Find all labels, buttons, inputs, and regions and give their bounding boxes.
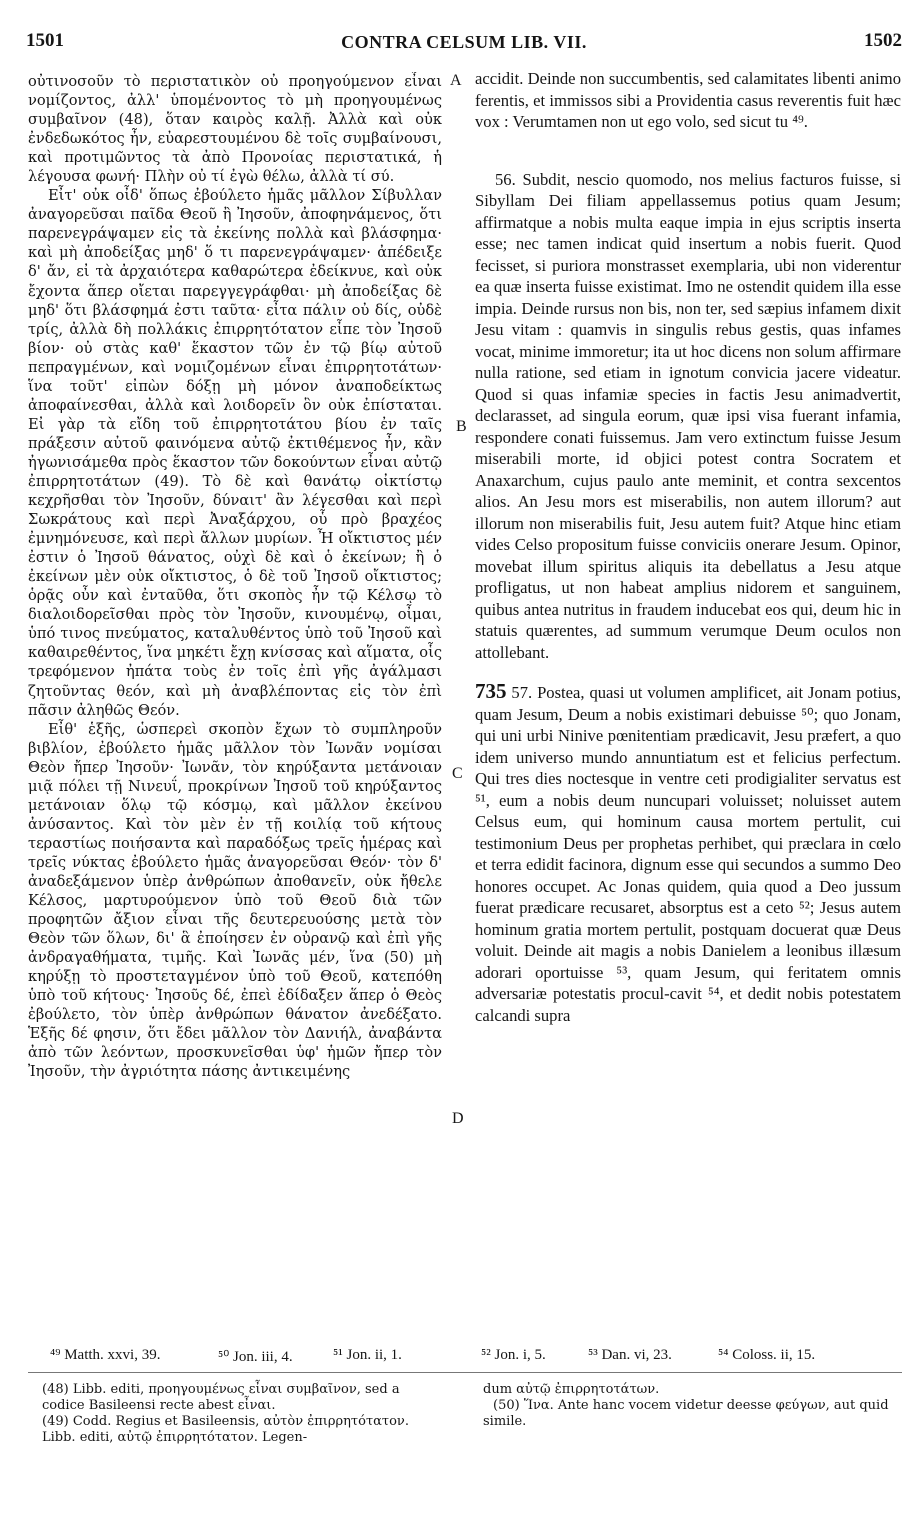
- footnote-53: ⁵³ Dan. vi, 23.: [588, 1347, 672, 1363]
- editor-notes-right: [483, 1382, 893, 1430]
- greek-paragraph-2: Εἶτ' οὐκ οἶδ' ὅπως ἐβούλετο ἡμᾶς μᾶλλον Σίβυλλαν ἀναγορεῦσαι παῖδα Θεοῦ ἢ Ἰησοῦν, ἀποφηνάμενος, ὅτι παρενεγράψαμεν εἰς τὰ ἐκείνης πολλὰ καὶ βλάσφημα· καὶ μὴ ἀποδείξας μηδ' ὅ τι παρενεγράψαμεν· ἀπέδειξε δ' ἄν, εἰ τὰ ἀρχαιότερα καθαρώτερα ἐδείκνυε, καὶ οὐκ ἔχοντα ἅπερ οἴεται παρεγγεγράφθαι· μὴ ἀποδείξας δὲ μηδ' ὅτι βλάσφημά ἐστι ταῦτα· εἶτα πάλιν οὐ δίς, οὐδὲ τρίς, ἀλλὰ δὴ πολλάκις ἐπιρρητότατον εἶπε τὸν Ἰησοῦ βίον· οὐ στὰς καθ' ἕκαστον τῶν ἐν τῷ βίῳ αὐτοῦ πεπραγμένων, καὶ νομιζομένων εἶναι ἐπιρρητοτάτων· ἵνα τοῦτ' εἰπὼν δόξῃ μὴ μόνον ἀναποδείκτως ἀποφαίνεσθαι, ἀλλὰ καὶ λοιδορεῖν ὃν οὐκ ἐπίσταται. Εἰ γὰρ τὰ εἴδη τοῦ ἐπιρρητοτάτου βίου ἐν ταῖς πράξεσιν αὐτοῦ φαινόμενα αὐτῷ ἐκτιθέμενος ἦν, κἂν ἠγωνισάμεθα πρὸς ἕκαστον τῶν δοκούντων εἶναι αὐτῷ ἐπιρρητοτάτων (49). Τὸ δὲ καὶ θανάτῳ οἰκτίστῳ κεχρῆσθαι τὸν Ἰησοῦν, δύναιτ' ἂν λέγεσθαι καὶ περὶ Σωκράτους καὶ περὶ Ἀναξάρχου, οὗ πρὸ βραχέος ἐμνημόνευσε, καὶ περὶ ἄλλων μυρίων. Ἦ οἴκτιστος μέν ἐστιν ὁ Ἰησοῦ θάνατος, οὐχὶ δὲ καὶ ὁ ἐκείνων; ἢ ὁ ἐκείνων μὲν οὐκ οἴκτιστος, ὁ δὲ τοῦ Ἰησοῦ οἴκτιστος; ὁρᾷς οὖν καὶ ἐνταῦθα, ὅτι σκοπὸς ἦν τῷ Κέλσῳ τὸ διαλοιδορεῖσθαι πρὸς τὸν Ἰησοῦν, κινουμένῳ, οἶμαι, ὑπό τινος πνεύματος, καταλυθέντος ὑπὸ τοῦ Ἰησοῦ καὶ καθαιρεθέντος, ἵνα μηκέτι ἔχῃ κνίσσας καὶ αἵματα, οἷς τρεφόμενον ἠπάτα τοὺς ἐν τοῖς ἐπὶ γῆς ἀγάλμασι ζητοῦντας θεόν, καὶ μὴ ἀναβλέποντας εἰς τὸν ἐπὶ πᾶσιν ἀληθῶς Θεόν.: [28, 187, 442, 719]
- margin-letter-b: B: [456, 418, 467, 435]
- running-title: CONTRA CELSUM LIB. VII.: [341, 32, 587, 52]
- notes-divider: [28, 1372, 902, 1373]
- note-50: (50) Ἵνα. Ante hanc vocem videtur deesse φεύγων, aut quid simile.: [483, 1398, 889, 1429]
- latin-paragraph-1: accidit. Deinde non succumbentis, sed calamitates libenti animo ferentis, et immissos sibi a Providentia casus reverentis fuit hæc vox : Verumtamen non ut ego volo, sed sicut tu ⁴⁹.: [475, 69, 901, 131]
- margin-letter-a: A: [450, 72, 462, 89]
- footnote-49: ⁴⁹ Matth. xxvi, 39.: [50, 1347, 161, 1363]
- margin-letter-c: C: [452, 765, 463, 782]
- latin-paragraph-3: [475, 681, 901, 1026]
- margin-letter-d: D: [452, 1110, 464, 1127]
- greek-paragraph-3: Εἶθ' ἑξῆς, ὡσπερεὶ σκοπὸν ἔχων τὸ συμπληροῦν βιβλίον, ἐβούλετο ἡμᾶς μᾶλλον τὸν Ἰωνᾶν νομίσαι Θεὸν ἤπερ Ἰησοῦν· Ἰωνᾶν, τὸν κηρύξαντα μετάνοιαν μιᾷ πόλει τῇ Νινευΐ, προκρίνων Ἰησοῦ τοῦ κηρύξαντος μετάνοιαν ὅλῳ τῷ κόσμῳ, καὶ μᾶλλον ἐκείνου ἀνύσαντος. Καὶ τὸν μὲν ἐν τῇ κοιλίᾳ τοῦ κήτους τεραστίως ποιήσαντα καὶ παραδόξως τρεῖς ἡμέρας καὶ τρεῖς νύκτας ἐβούλετο ἡμᾶς ἀναγορεῦσαι Θεόν· τὸν δ' ἀναδεξάμενον ὑπὲρ ἀνθρώπων ἀποθανεῖν, οὐκ ἤθελε Κέλσος, μαρτυρούμενον ὑπὸ τοῦ Θεοῦ διὰ τῶν προφητῶν ἄξιον εἶναι τῆς δευτερευούσης μετὰ τὸν Θεὸν τῶν ὅλων, δι' ἃ ἐποίησεν ἐν οὐρανῷ καὶ ἐπὶ γῆς ἀνδραγαθήματα, τιμῆς. Καὶ Ἰωνᾶς μέν, ἵνα (50) μὴ κηρύξῃ τὸ προστεταγμένον ὑπὸ τοῦ Θεοῦ, κατεπόθη ὑπὸ τοῦ κήτους· Ἰησοῦς δέ, ἐπεὶ ἐδίδαξεν ἅπερ ὁ Θεὸς ἐβούλετο, τὸν ὑπὲρ ἀνθρώπων θάνατον ἀνεδέξατο. Ἑξῆς δέ φησιν, ὅτι ἔδει μᾶλλον τὸν Δανιήλ, ἀναβάντα ἀπὸ τῶν λεόντων, προσκυνεῖσθαι ὑφ' ἡμῶν ἤπερ τὸν Ἰησοῦν, τὴν ἀγριότητα πάσης ἀντικειμένης: [28, 720, 442, 1081]
- greek-paragraph-1: οὐτινοσοῦν τὸ περιστατικὸν οὐ προηγούμενον εἶναι νομίζοντος, ἀλλ' ὑπομένοντος τὸ μὴ προηγουμένως συμβαῖνον (48), ὅταν καιρὸς καλῇ. Ἀλλὰ καὶ οὐκ ἐνδεδωκότος ἦν, εὐαρεστουμένου δὲ τοῖς συμβαίνουσι, καὶ προτιμῶντος τὰ ἀπὸ Προνοίας περιστατικά, ἡ λέγουσα φωνή· Πλὴν οὐ τί ἐγὼ θέλω, ἀλλὰ τί σύ.: [28, 73, 442, 186]
- latin-column: [475, 68, 901, 1338]
- page-number-left: 1501: [26, 30, 64, 51]
- footnote-51: ⁵¹ Jon. ii, 1.: [333, 1347, 402, 1363]
- column-number: 735: [475, 679, 507, 703]
- scripture-footnotes: [28, 1347, 902, 1369]
- note-49: (49) Codd. Regius et Basileensis, αὐτὸν ἐπιρρητότατον. Libb. editi, αὐτῷ ἐπιρρητότατον. Legen-: [42, 1414, 409, 1445]
- latin-paragraph-3-text: 57. Postea, quasi ut volumen amplificet, ait Jonam potius, quam Jesum, Deum a nobis existimari debuisse ⁵⁰; quo Jonam, qui uni urbi Ninive pœnitentiam prædicavit, Jesu præfert, a quo idem universo mundo annuntiatum est et felicius perfectum. Qui tres dies noctesque in ventre ceti prodigialiter servatus est ⁵¹, eum a nobis deum nuncupari voluisset; noluisset autem Celsus eum, qui hominum causa mortem pertulit, cui testimonium Deus per prophetas perhibet, qui præclara in cœlo et terra edidit facinora, dignum esse qui secundos a summo Deo honores occupet. Ac Jonas quidem, quia quod a Deo jussum fuerat prædicare recusaret, absorptus est a ceto ⁵²; Jesus autem hominum gratia mortem pertulit, postquam docuerat quæ Deus voluit. Deinde ait magis a nobis Danielem a leonibus illæsum adorari oportuisse ⁵³, quam Jesum, qui feritatem omnis adversariæ potestatis procul-cavit ⁵⁴, et dedit nobis potestatem calcandi supra: [475, 683, 901, 1025]
- page-header: [26, 30, 902, 56]
- note-48: (48) Libb. editi, προηγουμένως εἶναι συμβαῖνον, sed a codice Basileensi recte abest εἶναι.: [42, 1382, 400, 1413]
- editor-notes-left: [42, 1382, 440, 1446]
- footnote-50: ⁵⁰ Jon. iii, 4.: [218, 1349, 293, 1365]
- footnote-54: ⁵⁴ Coloss. ii, 15.: [718, 1347, 816, 1363]
- footnote-52: ⁵² Jon. i, 5.: [481, 1347, 546, 1363]
- page-number-right: 1502: [864, 30, 902, 51]
- note-49-continued: dum αὐτῷ ἐπιρρητοτάτων.: [483, 1382, 660, 1397]
- latin-paragraph-2: 56. Subdit, nescio quomodo, nos melius facturos fuisse, si Sibyllam Dei filiam appellassemus potius quam Jesum; affirmatque a nobis multa eaque impia in ejus scriptis inserta esse; nec tamen indicat quid insertum a nobis fuerit. Quod fecisset, si puriora monstrasset exemplaria, ubi non viderentur ea quæ inserta fuisse existimat. Imo ne ostendit quidem illa esse impia. Deinde rursus non bis, non ter, sed sæpius infamem dixit Jesu vitam : quamvis in singulis rebus gestis, quas infames vocat, minime immoretur; ita ut hoc dicens non solum affirmare nulla ratione, sed etiam in ignotum convicia jacere videatur. Quod si quas infamiæ species in factis Jesu animadvertit, declarasset, ad singula eorum, quæ ipsi visa fuerant infamia, respondere conati fuissemus. Jam vero extinctum fuisse Jesum miserabili morte, id objici potest contra Socratem et Anaxarchum, cujus paulo ante meminit, et contra sexcentos alios. An Jesu mors est miserabilis, non autem illorum? aut illorum non miserabilis fuit, Jesu autem fuit? Atque hinc etiam vides Celso propositum fuisse conviciis onerare Jesum. Opinor, movebat illum spiritus aliquis ita debellatus a Jesu atque profligatus, ut non habeat amplius nidorem et sanguinem, quibus antea nutritus in fraudem inducebat eos qui, deum hic in statuis quærentes, ad summum verumque Deum oculos non attollebant.: [475, 169, 901, 662]
- greek-column: [28, 72, 442, 1340]
